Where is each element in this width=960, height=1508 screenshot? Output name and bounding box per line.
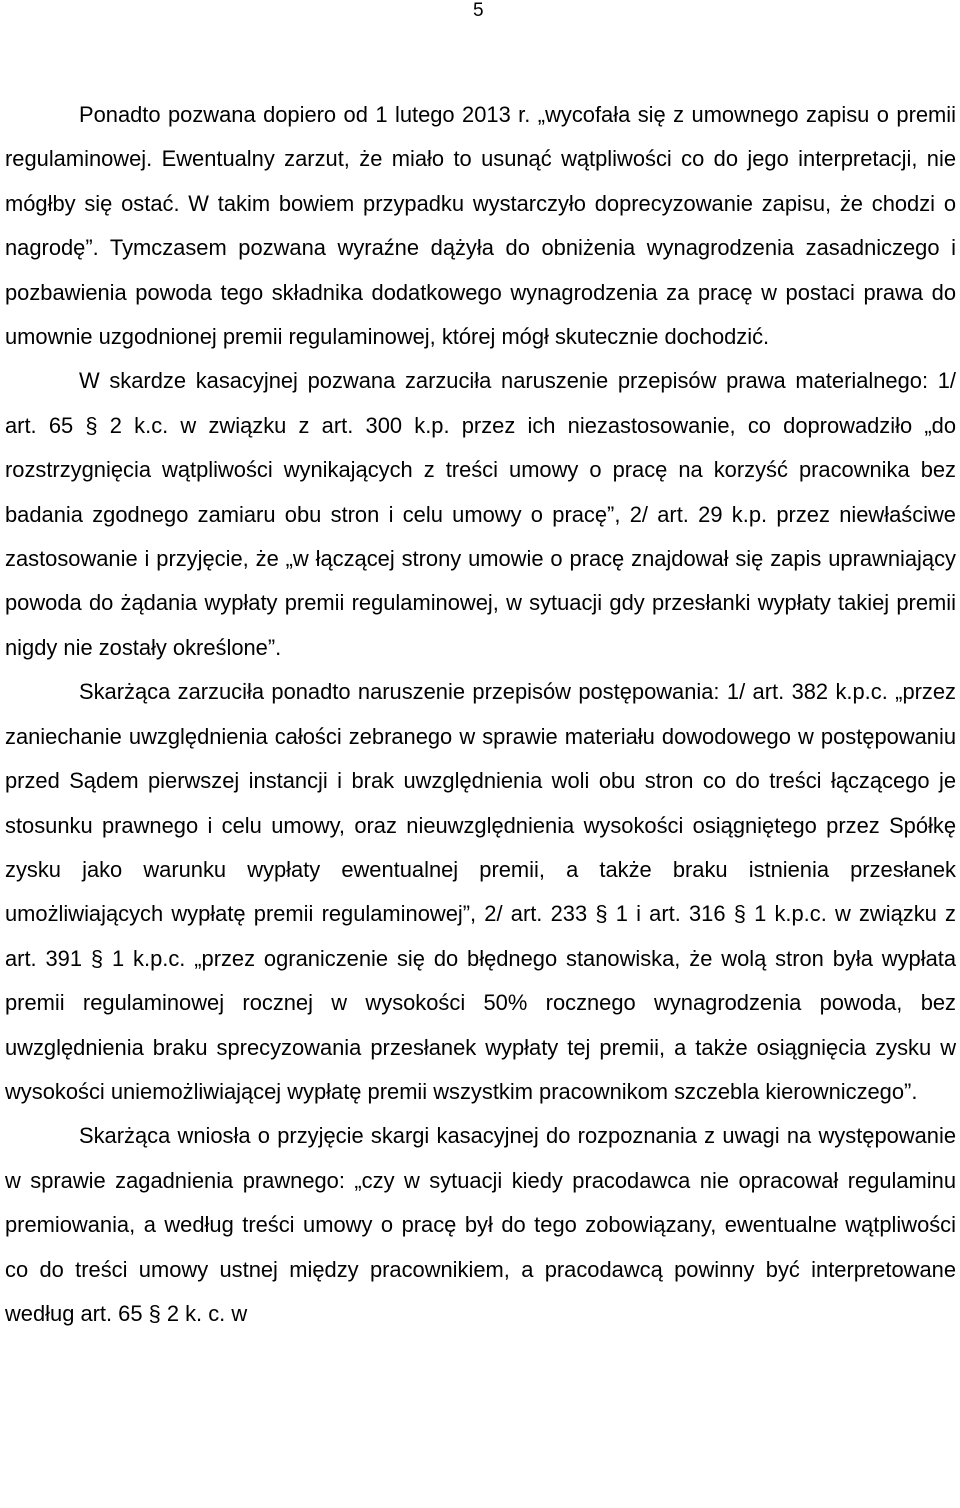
- paragraph-2: W skardze kasacyjnej pozwana zarzuciła naruszenie przepisów prawa materialnego: 1/ art. 65 § 2 k.c. w związku z art. 300 k.p. przez ich niezastosowanie, co doprowadziło „do rozstrzygnięcia wątpliwości wynikających z treści umowy o pracę na korzyść pracownika bez badania zgodnego zamiaru obu stron i celu umowy o pracę”, 2/ art. 29 k.p. przez niewłaściwe zastosowanie i przyjęcie, że „w łączącej strony umowie o pracę znajdował się zapis uprawniający powoda do żądania wypłaty premii regulaminowej, w sytuacji gdy przesłanki wypłaty takiej premii nigdy nie zostały określone”.: [5, 368, 956, 660]
- paragraph-4: Skarżąca wniosła o przyjęcie skargi kasacyjnej do rozpoznania z uwagi na występowanie w sprawie zagadnienia prawnego: „czy w sytuacji kiedy pracodawca nie opracował regulaminu premiowania, a według treści umowy o pracę był do tego zobowiązany, ewentualne wątpliwości co do treści umowy ustnej między pracownikiem, a pracodawcą powinny być interpretowane według art. 65 § 2 k. c. w: [5, 1123, 956, 1326]
- paragraph-1: Ponadto pozwana dopiero od 1 lutego 2013 r. „wycofała się z umownego zapisu o premii regulaminowej. Ewentualny zarzut, że miało to usunąć wątpliwości co do jego interpretacji, nie mógłby się ostać. W takim bowiem przypadku wystarczyło doprecyzowanie zapisu, że chodzi o nagrodę”. Tymczasem pozwana wyraźne dążyła do obniżenia wynagrodzenia zasadniczego i pozbawienia powoda tego składnika dodatkowego wynagrodzenia za pracę w postaci prawa do umownie uzgodnionej premii regulaminowej, której mógł skutecznie dochodzić.: [5, 102, 956, 350]
- document-body: [5, 93, 956, 1336]
- paragraph-3: Skarżąca zarzuciła ponadto naruszenie przepisów postępowania: 1/ art. 382 k.p.c. „przez zaniechanie uwzględnienia całości zebranego w sprawie materiału dowodowego w postępowaniu przed Sądem pierwszej instancji i brak uwzględnienia woli obu stron co do treści łączącego je stosunku prawnego i celu umowy, oraz nieuwzględnienia wysokości osiągniętego przez Spółkę zysku jako warunku wypłaty ewentualnej premii, a także braku istnienia przesłanek umożliwiających wypłatę premii regulaminowej”, 2/ art. 233 § 1 i art. 316 § 1 k.p.c. w związku z art. 391 § 1 k.p.c. „przez ograniczenie się do błędnego stanowiska, że wolą stron była wypłata premii regulaminowej rocznej w wysokości 50% rocznego wynagrodzenia powoda, bez uwzględnienia braku sprecyzowania przesłanek wypłaty tej premii, a także osiągnięcia zysku w wysokości uniemożliwiającej wypłatę premii wszystkim pracownikom szczebla kierowniczego”.: [5, 679, 956, 1104]
- page-number: 5: [473, 0, 484, 21]
